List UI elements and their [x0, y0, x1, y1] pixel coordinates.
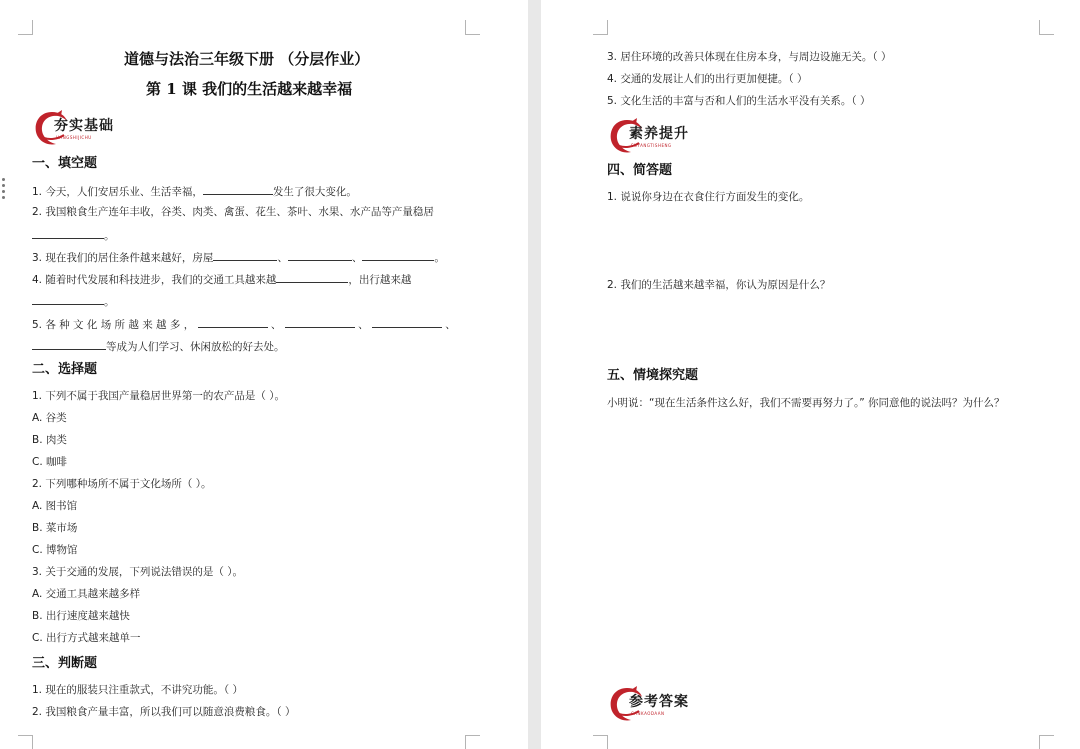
question-fill-1 [32, 183, 357, 199]
question-text: ，出行越来越 [348, 274, 412, 286]
crop-mark [593, 735, 608, 749]
question-fill-5-cont [32, 338, 285, 354]
question-judge-1: 1. 现在的服装只注重款式，不讲究功能。（ ） [32, 684, 243, 696]
document-page-left [0, 0, 528, 749]
badge-improve-text: 素养提升 [629, 126, 689, 142]
answer-blank[interactable] [285, 316, 355, 328]
answer-blank[interactable] [198, 316, 268, 328]
answer-blank[interactable] [32, 227, 104, 239]
badge-basic-logo [32, 108, 142, 148]
question-text: 5. 各 种 文 化 场 所 越 来 越 多 ， [32, 319, 195, 331]
answer-blank[interactable] [203, 183, 273, 195]
answer-blank[interactable] [372, 316, 442, 328]
question-choice-1: 1. 下列不属于我国产量稳居世界第一的农产品是（ ）。 [32, 390, 285, 402]
section-heading-judge: 三、判断题 [32, 656, 98, 671]
choice-option[interactable]: C. 博物馆 [32, 544, 78, 556]
answer-blank[interactable] [288, 249, 352, 261]
question-text: 4. 随着时代发展和科技进步，我们的交通工具越来越 [32, 274, 277, 286]
question-judge-5: 5. 文化生活的丰富与否和人们的生活水平没有关系。（ ） [607, 95, 871, 107]
section-heading-choice: 二、选择题 [32, 362, 98, 377]
answer-blank[interactable] [32, 293, 104, 305]
crop-mark [18, 20, 33, 35]
badge-answer-text: 参考答案 [629, 694, 689, 710]
question-fill-4 [32, 271, 411, 287]
answer-blank[interactable] [32, 338, 106, 350]
badge-basic-text: 夯实基础 [54, 118, 114, 134]
question-judge-3: 3. 居住环境的改善只体现在住房本身，与周边设施无关。（ ） [607, 51, 892, 63]
answer-blank[interactable] [213, 249, 277, 261]
question-fill-3 [32, 249, 445, 265]
section-heading-short-answer: 四、简答题 [607, 163, 673, 178]
separator: 、 [445, 319, 456, 331]
crop-mark [465, 735, 480, 749]
badge-basic-sub: HANGSHIJICHU [56, 135, 92, 140]
question-text: 发生了很大变化。 [272, 186, 357, 198]
document-page-right [541, 0, 1080, 749]
question-scenario-1: 小明说：“现在生活条件这么好，我们不需要再努力了。” 你同意他的说法吗？为什么？ [607, 397, 1005, 409]
question-text: 3. 现在我们的居住条件越来越好，房屋 [32, 252, 214, 264]
answer-blank[interactable] [362, 249, 434, 261]
question-choice-2: 2. 下列哪种场所不属于文化场所（ ）。 [32, 478, 212, 490]
badge-answer-logo [607, 684, 717, 724]
question-text: 。 [104, 296, 115, 308]
choice-option[interactable]: B. 菜市场 [32, 522, 78, 534]
choice-option[interactable]: A. 交通工具越来越多样 [32, 588, 141, 600]
crop-mark [465, 20, 480, 35]
question-judge-2: 2. 我国粮食产量丰富，所以我们可以随意浪费粮食。（ ） [32, 706, 296, 718]
separator: 、 [277, 252, 288, 264]
choice-option[interactable]: C. 咖啡 [32, 456, 68, 468]
question-fill-5 [32, 316, 456, 332]
question-judge-4: 4. 交通的发展让人们的出行更加便捷。（ ） [607, 73, 808, 85]
question-text: 1. 今天，人们安居乐业、生活幸福， [32, 186, 203, 198]
separator: 、 [358, 319, 369, 331]
crop-mark [593, 20, 608, 35]
choice-option[interactable]: A. 谷类 [32, 412, 67, 424]
question-text: 等成为人们学习、休闲放松的好去处。 [106, 341, 285, 353]
separator: 、 [270, 319, 282, 331]
lesson-title: 第 1 课 我们的生活越来越幸福 [146, 80, 353, 98]
drag-handle[interactable] [2, 178, 6, 202]
crop-mark [1039, 735, 1054, 749]
badge-answer-sub: CANKAODAAN [631, 711, 665, 716]
question-short-2: 2. 我们的生活越来越幸福，你认为原因是什么？ [607, 279, 831, 291]
document-title: 道德与法治三年级下册 （分层作业） [124, 50, 370, 68]
question-fill-2-cont [32, 227, 115, 243]
choice-option[interactable]: B. 肉类 [32, 434, 67, 446]
crop-mark [18, 735, 33, 749]
choice-option[interactable]: A. 图书馆 [32, 500, 78, 512]
badge-improve-sub: SUYANGTISHENG [631, 143, 672, 148]
question-fill-2: 2. 我国粮食生产连年丰收，谷类、肉类、禽蛋、花生、茶叶、水果、水产品等产量稳居 [32, 206, 434, 218]
question-short-1: 1. 说说你身边在衣食住行方面发生的变化。 [607, 191, 810, 203]
badge-improve-logo [607, 116, 717, 156]
choice-option[interactable]: B. 出行速度越来越快 [32, 610, 130, 622]
section-heading-fill-in: 一、填空题 [32, 156, 98, 171]
answer-blank[interactable] [276, 271, 348, 283]
crop-mark [1039, 20, 1054, 35]
separator: 。 [434, 252, 445, 264]
question-choice-3: 3. 关于交通的发展，下列说法错误的是（ ）。 [32, 566, 243, 578]
separator: 、 [351, 252, 363, 264]
question-fill-4-cont [32, 293, 115, 309]
choice-option[interactable]: C. 出行方式越来越单一 [32, 632, 141, 644]
section-heading-scenario: 五、情境探究题 [607, 368, 699, 383]
question-text: 。 [104, 230, 115, 242]
